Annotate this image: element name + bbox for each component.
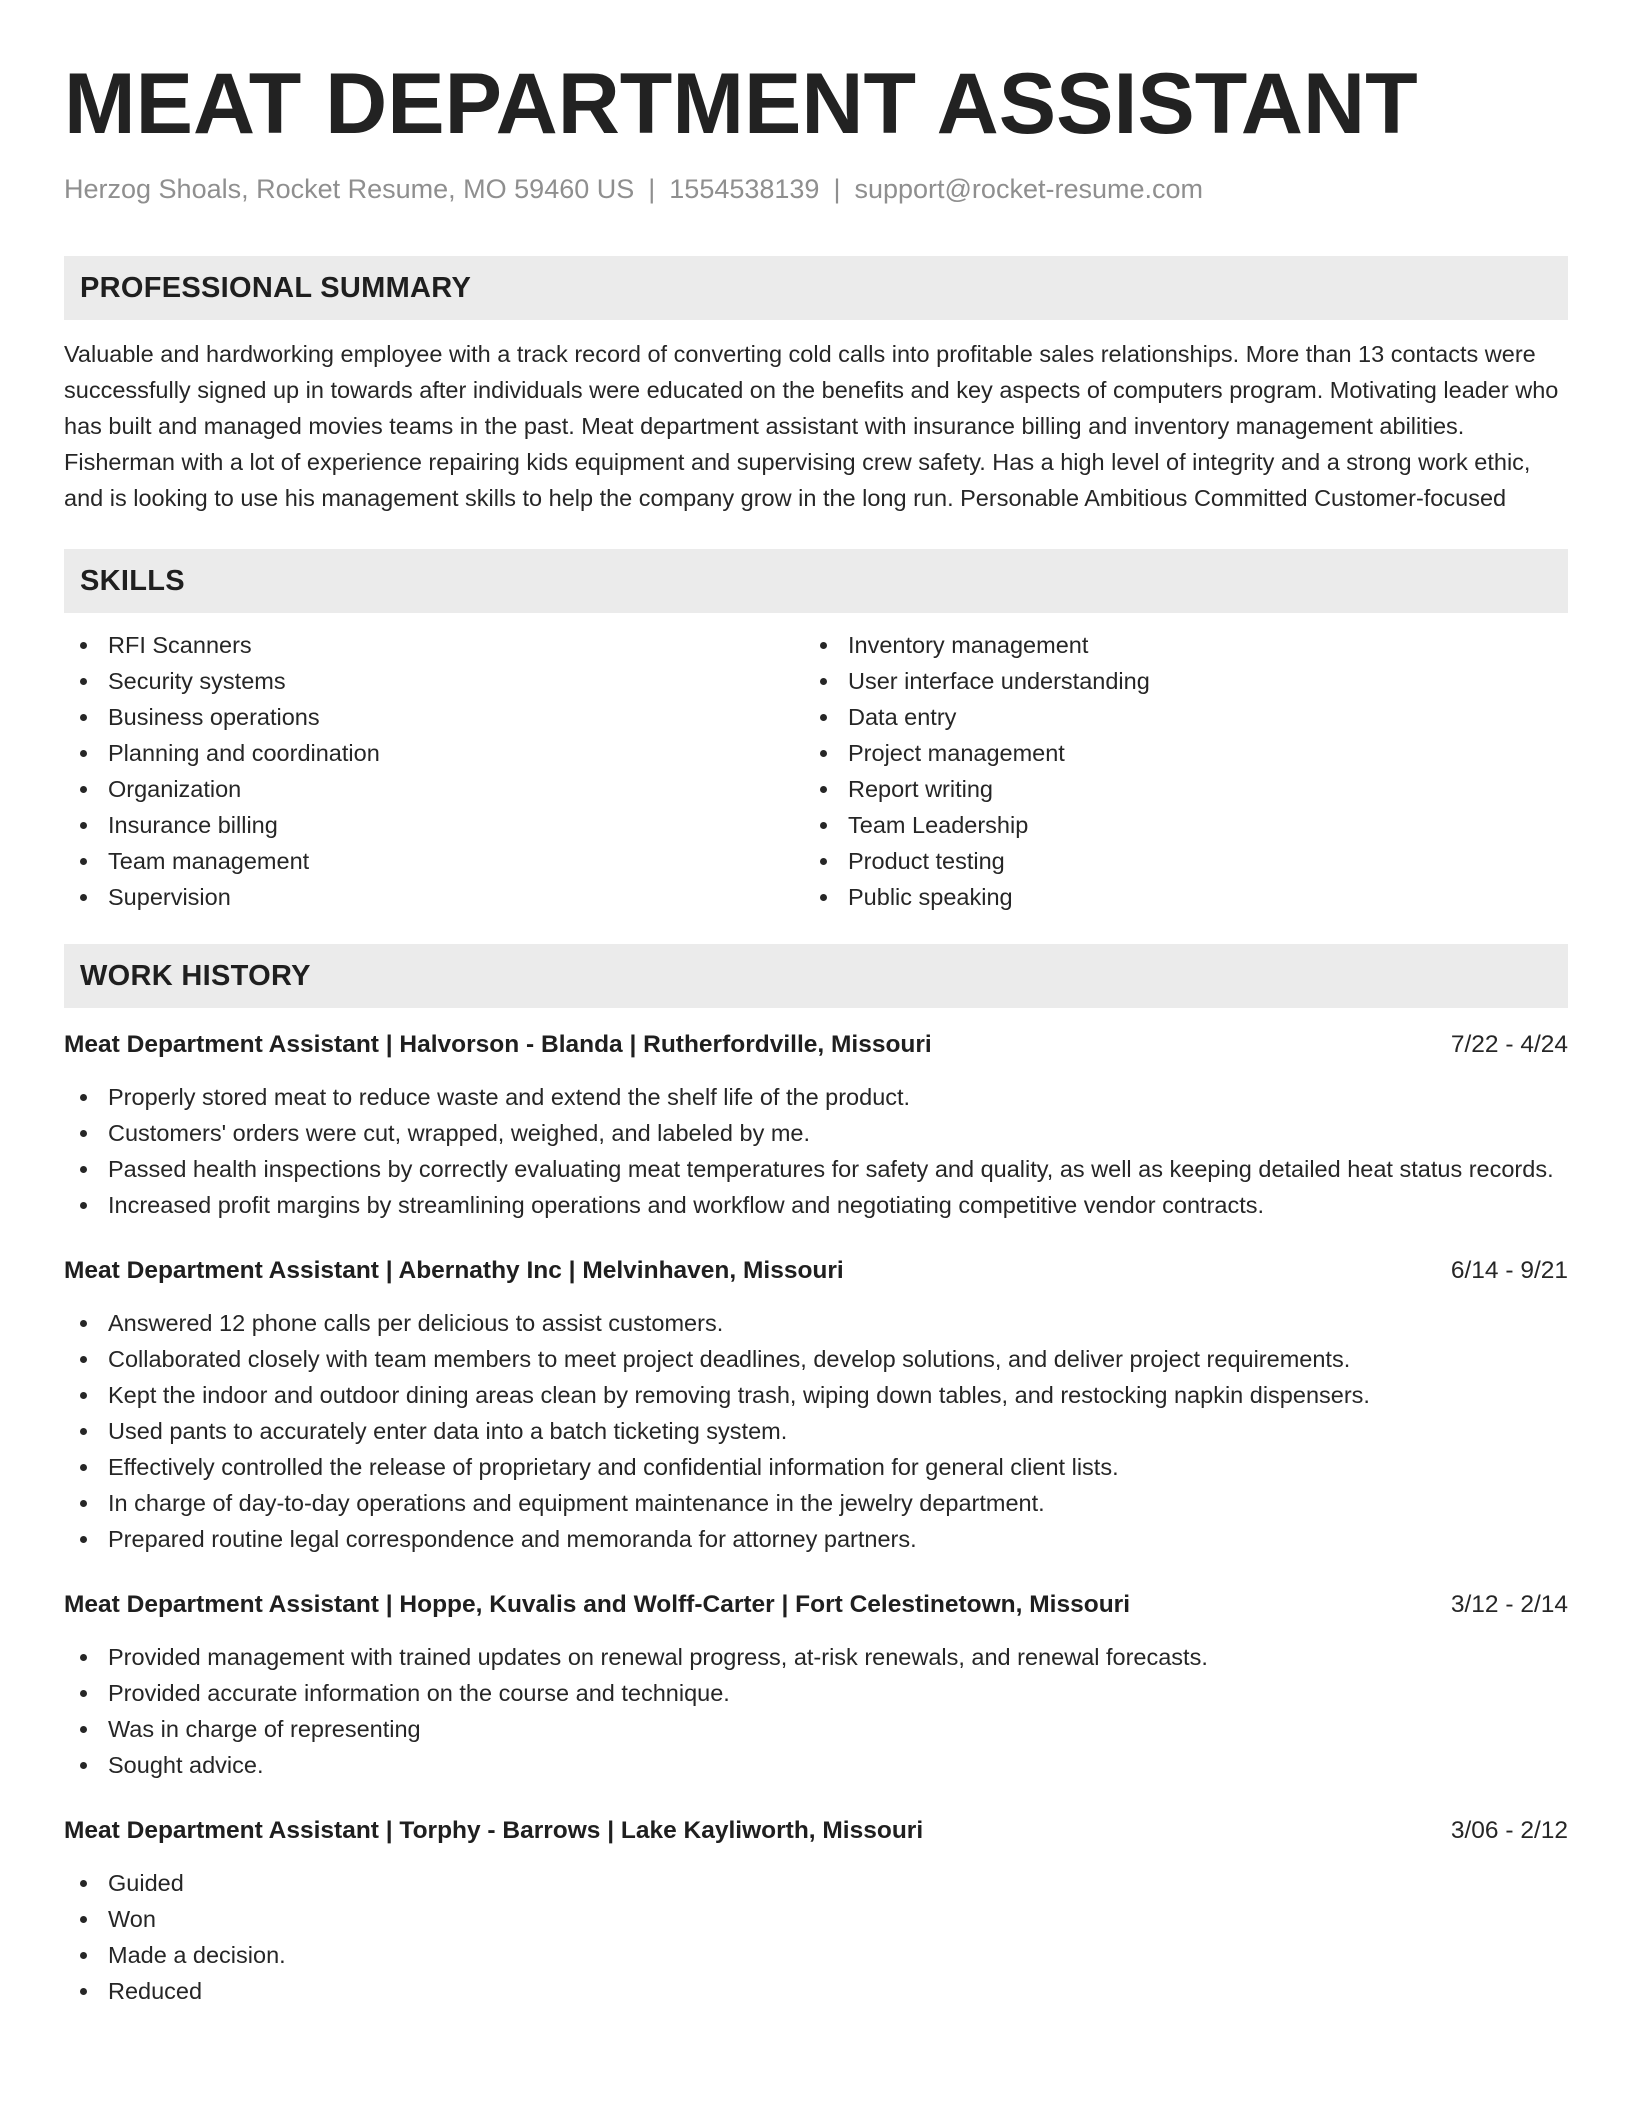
job-title: Meat Department Assistant | Halvorson - Blanda | Rutherfordville, Missouri	[64, 1031, 932, 1058]
job-bullet: Properly stored meat to reduce waste and extend the shelf life of the product.	[64, 1079, 1568, 1115]
skill-item: Team Leadership	[804, 807, 1544, 843]
job-entry	[64, 1587, 1568, 1783]
section-heading-summary: PROFESSIONAL SUMMARY	[64, 256, 1568, 320]
skill-item: User interface understanding	[804, 663, 1544, 699]
contact-separator: |	[833, 174, 841, 204]
job-bullet: Kept the indoor and outdoor dining areas clean by removing trash, wiping down tables, and restocking napkin dispensers.	[64, 1377, 1568, 1413]
job-bullet: Guided	[64, 1865, 1568, 1901]
skill-item: Business operations	[64, 699, 804, 735]
job-dates: 3/12 - 2/14	[1450, 1591, 1568, 1618]
section-heading-work-history: WORK HISTORY	[64, 944, 1568, 1008]
job-dates: 3/06 - 2/12	[1450, 1817, 1568, 1844]
contact-email: support@rocket-resume.com	[854, 174, 1203, 204]
resume-name: MEAT DEPARTMENT ASSISTANT	[64, 56, 1418, 152]
summary-text: Valuable and hardworking employee with a track record of converting cold calls into profitable sales relationships. More than 13 contacts were successfully signed up in towards after individuals were educated on the benefits and key aspects of computers program. Motivating leader who has built and managed movies teams in the past. Meat department assistant with insurance billing and inventory management abilities. Fisherman with a lot of experience repairing kids equipment and supervising crew safety. Has a high level of integrity and a strong work ethic, and is looking to use his management skills to help the company grow in the long run. Personable Ambitious Committed Customer-focused	[64, 341, 1559, 511]
job-bullets	[64, 1639, 1568, 1783]
skill-item: Report writing	[804, 771, 1544, 807]
job-dates: 6/14 - 9/21	[1450, 1257, 1568, 1284]
job-bullets	[64, 1079, 1568, 1223]
skill-item: Public speaking	[804, 879, 1544, 915]
job-bullet: Customers' orders were cut, wrapped, weighed, and labeled by me.	[64, 1115, 1568, 1151]
contact-line	[64, 172, 1568, 206]
job-bullet: Won	[64, 1901, 1568, 1937]
skill-item: Supervision	[64, 879, 804, 915]
contact-separator: |	[648, 174, 656, 204]
job-header	[64, 1027, 1568, 1063]
job-bullets	[64, 1865, 1568, 2009]
job-bullet: Used pants to accurately enter data into a batch ticketing system.	[64, 1413, 1568, 1449]
job-entry	[64, 1813, 1568, 2009]
skills-list-right	[804, 627, 1544, 915]
job-bullet: Was in charge of representing	[64, 1711, 1568, 1747]
job-header	[64, 1587, 1568, 1623]
job-title: Meat Department Assistant | Torphy - Barrows | Lake Kayliworth, Missouri	[64, 1817, 924, 1844]
job-bullet: Answered 12 phone calls per delicious to assist customers.	[64, 1305, 1568, 1341]
skill-item: Planning and coordination	[64, 735, 804, 771]
job-bullet: In charge of day-to-day operations and equipment maintenance in the jewelry department.	[64, 1485, 1568, 1521]
job-bullet: Passed health inspections by correctly evaluating meat temperatures for safety and quality, as well as keeping detailed heat status records.	[64, 1151, 1568, 1187]
skills-list-left	[64, 627, 804, 915]
job-bullet: Sought advice.	[64, 1747, 1568, 1783]
job-entry	[64, 1027, 1568, 1223]
skill-item: Project management	[804, 735, 1544, 771]
skills-grid	[64, 627, 1568, 915]
job-entry	[64, 1253, 1568, 1557]
section-heading-skills: SKILLS	[64, 549, 1568, 613]
job-bullet: Provided accurate information on the course and technique.	[64, 1675, 1568, 1711]
skill-item: Product testing	[804, 843, 1544, 879]
job-bullet: Effectively controlled the release of proprietary and confidential information for general client lists.	[64, 1449, 1568, 1485]
skill-item: Data entry	[804, 699, 1544, 735]
skill-item: Insurance billing	[64, 807, 804, 843]
job-bullet: Made a decision.	[64, 1937, 1568, 1973]
job-bullet: Reduced	[64, 1973, 1568, 2009]
job-title: Meat Department Assistant | Hoppe, Kuvalis and Wolff-Carter | Fort Celestinetown, Missouri	[64, 1591, 1131, 1618]
skill-item: Inventory management	[804, 627, 1544, 663]
contact-address: Herzog Shoals, Rocket Resume, MO 59460 US	[64, 174, 635, 204]
job-bullets	[64, 1305, 1568, 1557]
job-bullet: Collaborated closely with team members to meet project deadlines, develop solutions, and deliver project requirements.	[64, 1341, 1568, 1377]
skill-item: Organization	[64, 771, 804, 807]
skill-item: RFI Scanners	[64, 627, 804, 663]
skill-item: Team management	[64, 843, 804, 879]
job-bullet: Increased profit margins by streamlining operations and workflow and negotiating competitive vendor contracts.	[64, 1187, 1568, 1223]
contact-phone: 1554538139	[669, 174, 820, 204]
job-bullet: Prepared routine legal correspondence and memoranda for attorney partners.	[64, 1521, 1568, 1557]
job-header	[64, 1253, 1568, 1289]
job-bullet: Provided management with trained updates on renewal progress, at-risk renewals, and renewal forecasts.	[64, 1639, 1568, 1675]
job-dates: 7/22 - 4/24	[1450, 1031, 1568, 1058]
job-header	[64, 1813, 1568, 1849]
job-title: Meat Department Assistant | Abernathy Inc | Melvinhaven, Missouri	[64, 1257, 844, 1284]
skill-item: Security systems	[64, 663, 804, 699]
